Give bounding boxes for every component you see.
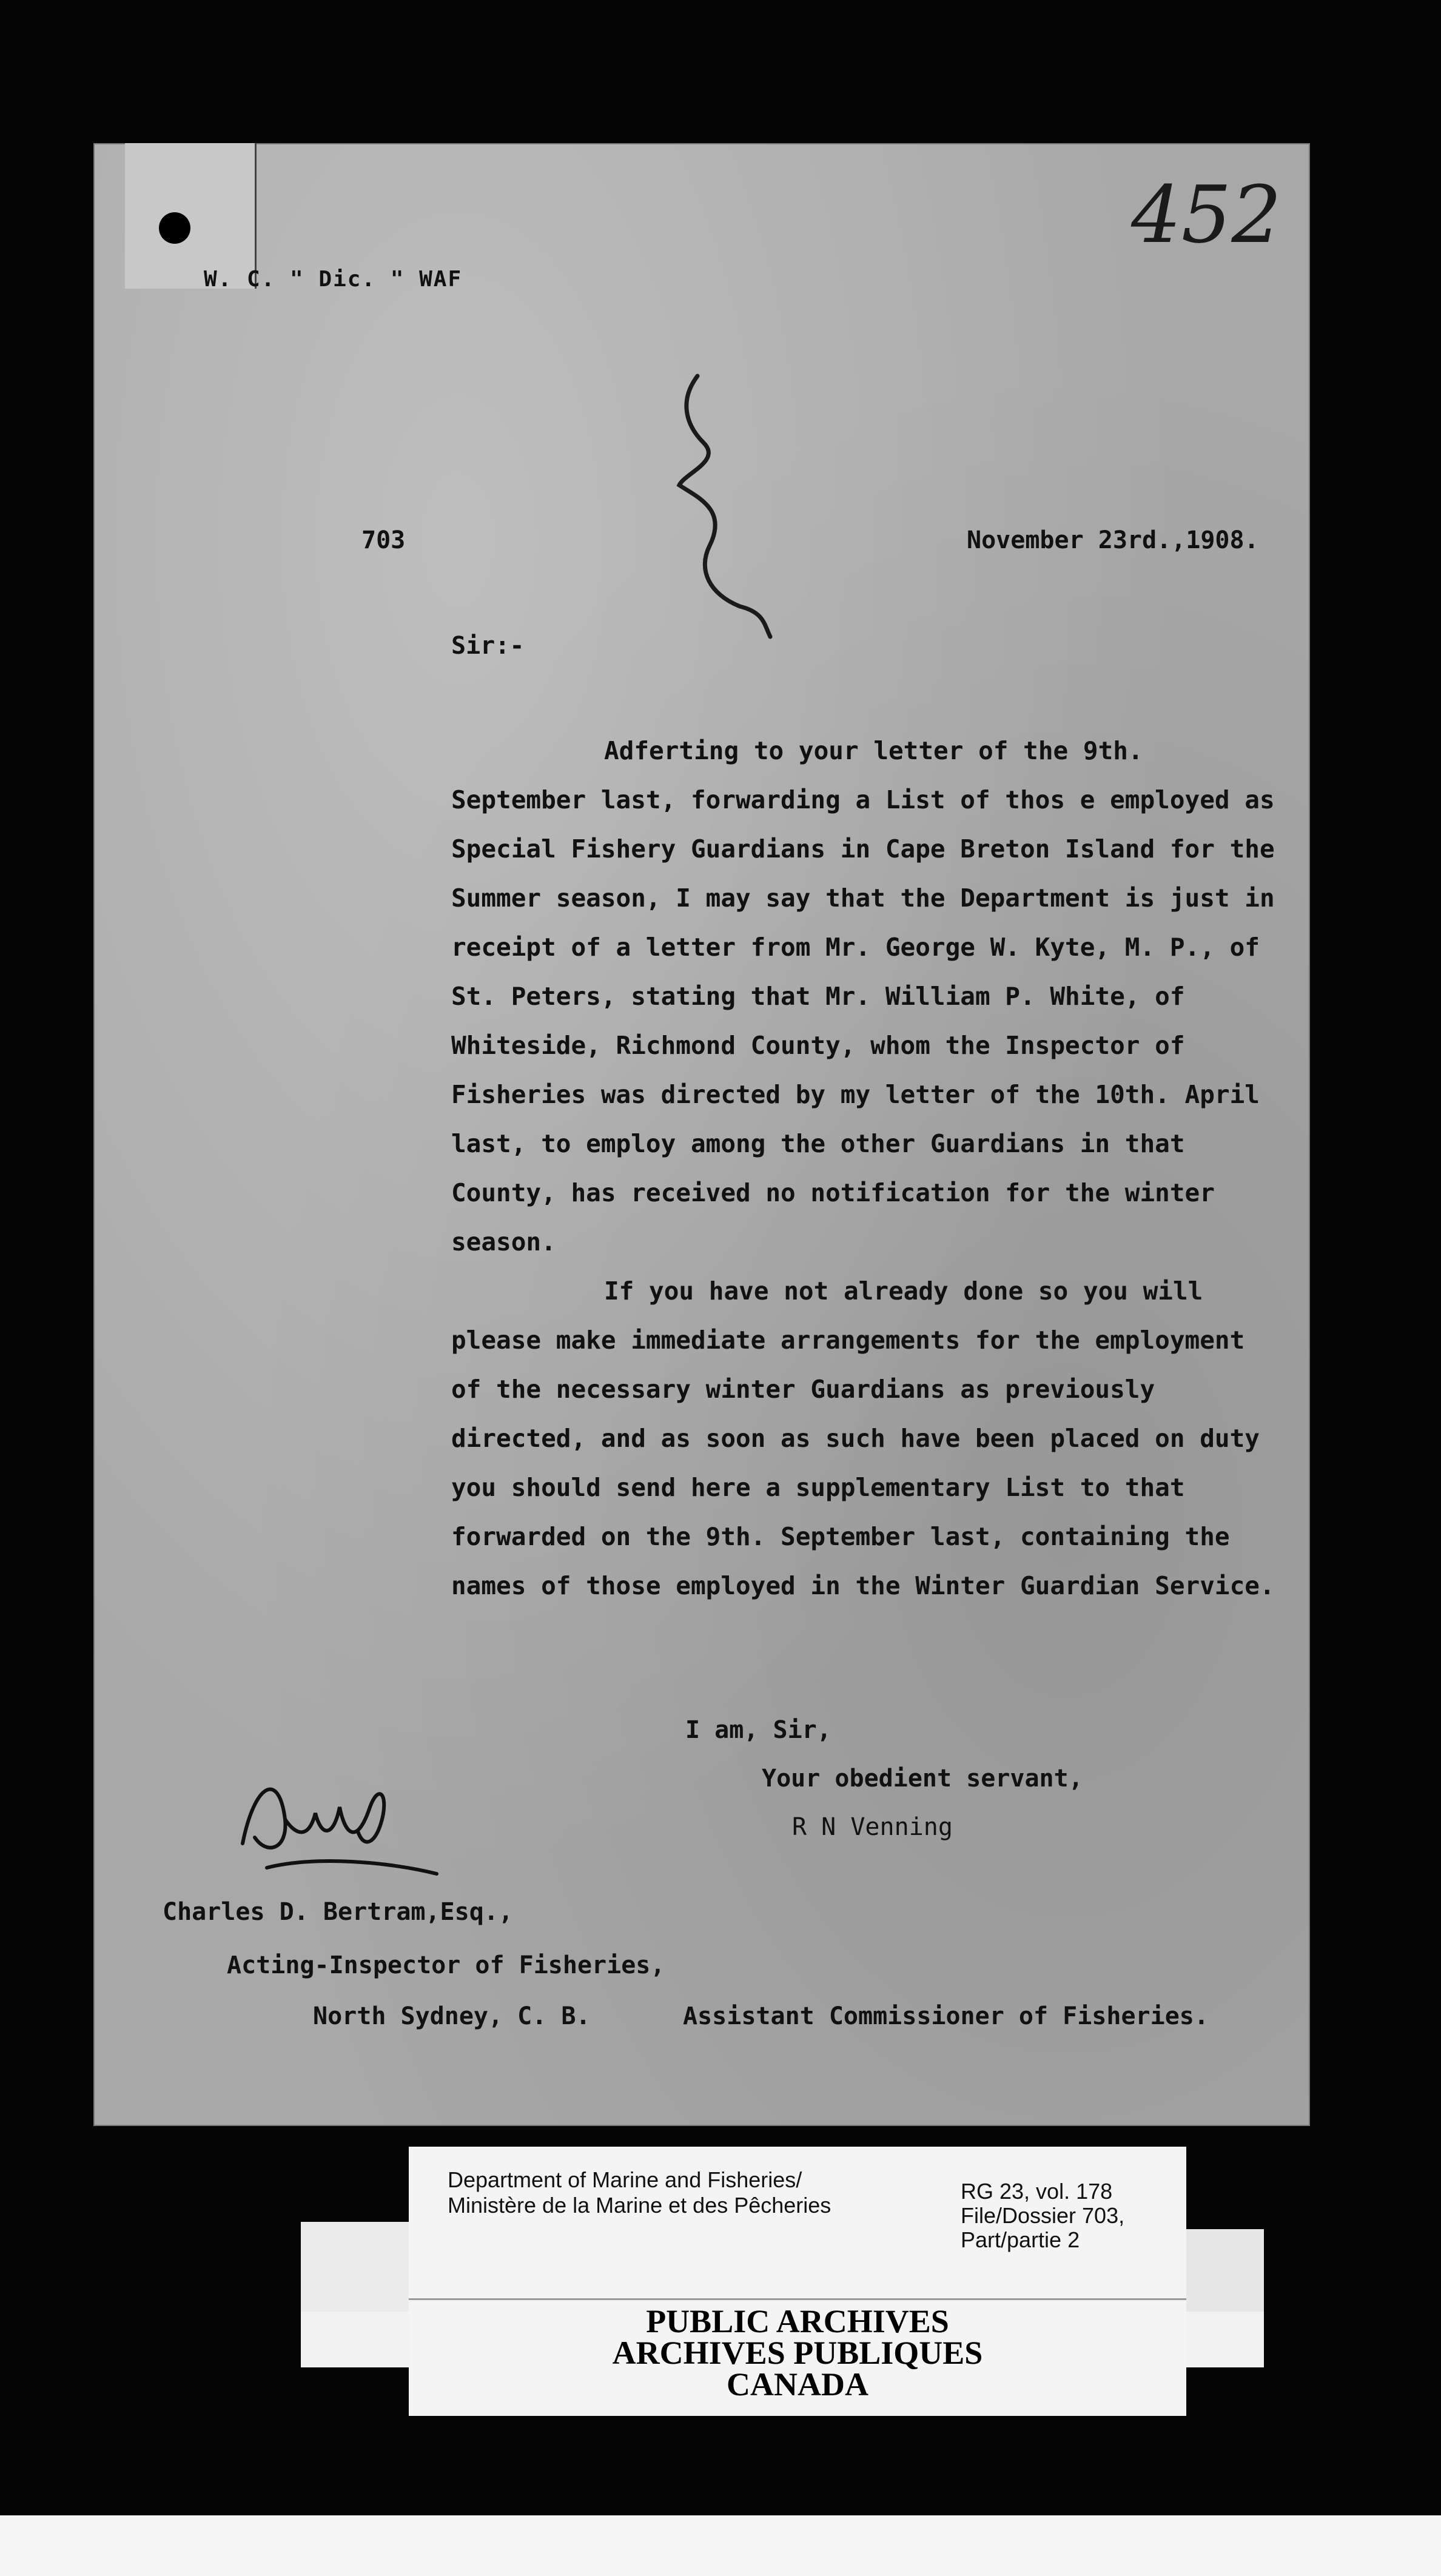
archives-stamp <box>409 2303 1186 2403</box>
archive-label-header <box>409 2147 1186 2298</box>
handwritten-brace-mark <box>673 364 807 643</box>
recipient-name: Charles D. Bertram,Esq., <box>163 1898 513 1926</box>
recipient-title: Acting-Inspector of Fisheries, <box>227 1951 665 1979</box>
sender-title: Assistant Commissioner of Fisheries. <box>683 2002 1209 2030</box>
punch-hole-mark <box>159 212 190 244</box>
letter-date: November 23rd.,1908. <box>967 526 1259 554</box>
label-tab-left <box>301 2222 409 2312</box>
archives-english: PUBLIC ARCHIVES <box>646 2303 949 2340</box>
header-reference: W. C. " Dic. " WAF <box>204 267 463 292</box>
paragraph-2: If you have not already done so you will please make immediate arrangements for the employment of the necessary winter Guardians as previously directed, and as soon as such have been placed on duty you should send here a supplementary List to that forwarded on the 9th. September last, containing the names of those employed in the Winter Guardian Service. <box>451 1276 1275 1600</box>
label-tab-right <box>1186 2229 1264 2313</box>
record-group-volume: RG 23, vol. 178 <box>961 2179 1113 2204</box>
archive-reference <box>961 2179 1124 2252</box>
scan-bottom-margin <box>0 2515 1441 2576</box>
handwritten-initials-signature <box>230 1746 461 1892</box>
recipient-location: North Sydney, C. B. <box>313 2002 591 2030</box>
department-english: Department of Marine and Fisheries/ <box>448 2167 802 2192</box>
file-dossier: File/Dossier 703, <box>961 2203 1125 2228</box>
part-partie: Part/partie 2 <box>961 2227 1080 2252</box>
archives-country: CANADA <box>727 2366 868 2403</box>
folio-number: 452 <box>1131 169 1282 261</box>
department-names <box>448 2167 831 2218</box>
letter-body <box>451 726 1282 1611</box>
signature-name: R N Venning <box>792 1813 953 1841</box>
salutation: Sir:- <box>451 632 525 660</box>
file-number: 703 <box>361 526 406 554</box>
closing-line-2: Your obedient servant, <box>762 1765 1083 1793</box>
label-divider <box>409 2298 1186 2300</box>
paragraph-1: Adferting to your letter of the 9th. September last, forwarding a List of thos e employed as Special Fishery Guardians in Cape Breton Island for the Summer season, I may say that the Department is just in receipt of a letter from Mr. George W. Kyte, M. P., of St. Peters, stating that Mr. William P. White, of Whiteside, Richmond County, whom the Inspector of Fisheries was directed by my letter of the 10th. April last, to employ among the other Guardians in that County, has received no notification for the winter season. <box>451 736 1275 1256</box>
department-french: Ministère de la Marine et des Pêcheries <box>448 2193 831 2218</box>
archives-french: ARCHIVES PUBLIQUES <box>612 2335 983 2371</box>
archive-label <box>409 2147 1186 2416</box>
closing-line-1: I am, Sir, <box>685 1716 831 1744</box>
